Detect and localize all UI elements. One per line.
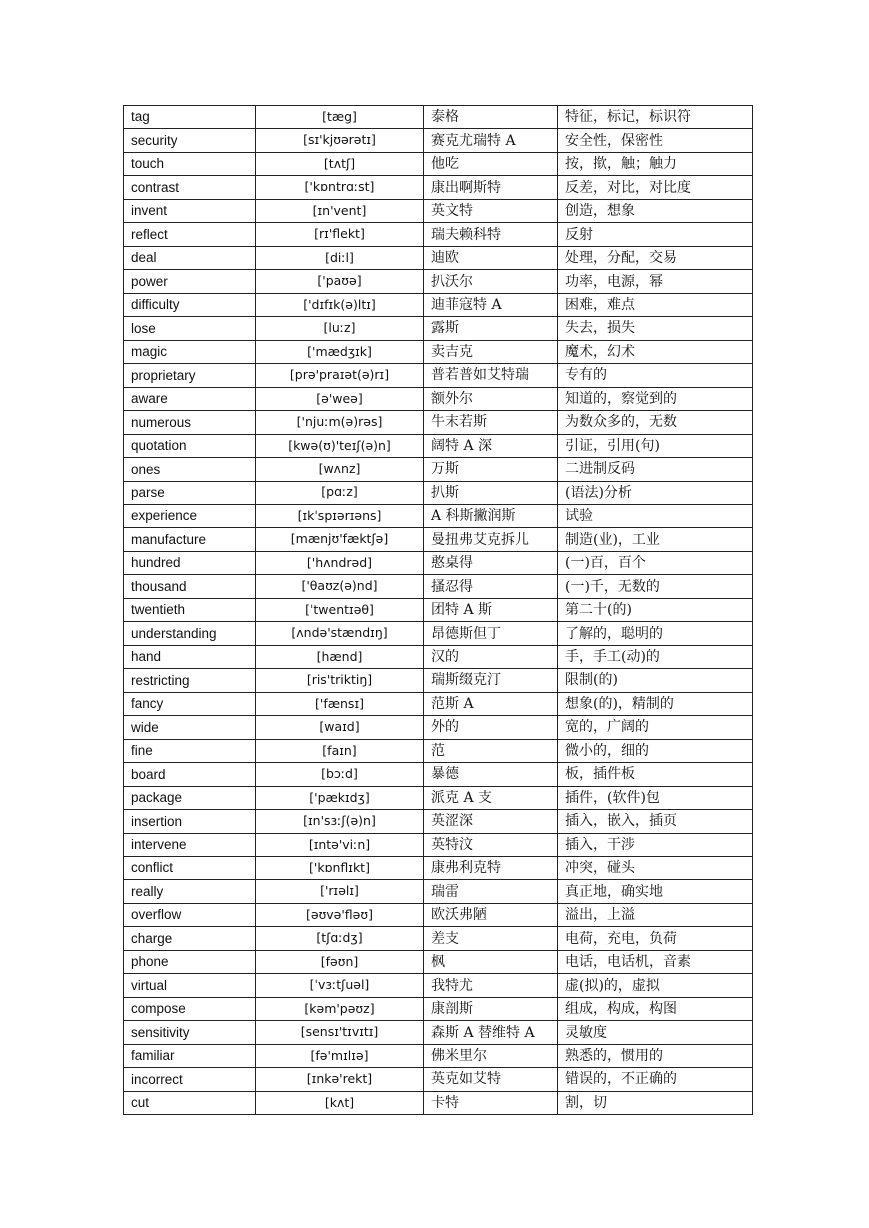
table-row: [124, 950, 753, 973]
table-row: [124, 129, 753, 152]
homophone-cell: 森斯 A 替维特 A: [424, 1021, 558, 1044]
phonetic-cell: ['pækɪdʒ]: [256, 786, 424, 809]
homophone-cell: 英涩深: [424, 810, 558, 833]
homophone-cell: 范: [424, 739, 558, 762]
table-row: [124, 364, 753, 387]
homophone-cell: 英文特: [424, 199, 558, 222]
phonetic-cell: [ris'triktiŋ]: [256, 669, 424, 692]
word-cell: package: [124, 786, 256, 809]
word-cell: restricting: [124, 669, 256, 692]
word-cell: board: [124, 763, 256, 786]
homophone-cell: 憨桌得: [424, 551, 558, 574]
homophone-cell: 外的: [424, 716, 558, 739]
word-cell: reflect: [124, 223, 256, 246]
table-row: [124, 551, 753, 574]
table-row: [124, 223, 753, 246]
meaning-cell: 真正地，确实地: [558, 880, 753, 903]
meaning-cell: 反射: [558, 223, 753, 246]
homophone-cell: 阔特 A 深: [424, 434, 558, 457]
meaning-cell: 困难，难点: [558, 293, 753, 316]
homophone-cell: 康剖斯: [424, 997, 558, 1020]
phonetic-cell: ['θaʊz(ə)nd]: [256, 575, 424, 598]
homophone-cell: 瑞雷: [424, 880, 558, 903]
table-row: [124, 645, 753, 668]
word-cell: power: [124, 270, 256, 293]
phonetic-cell: [ɪn'vent]: [256, 199, 424, 222]
homophone-cell: 卡特: [424, 1091, 558, 1114]
table-row: [124, 246, 753, 269]
phonetic-cell: [luːz]: [256, 317, 424, 340]
phonetic-cell: [faɪn]: [256, 739, 424, 762]
homophone-cell: 曼扭弗艾克拆儿: [424, 528, 558, 551]
word-cell: insertion: [124, 810, 256, 833]
vocabulary-table-body: [124, 106, 753, 1115]
phonetic-cell: ['fænsɪ]: [256, 692, 424, 715]
word-cell: difficulty: [124, 293, 256, 316]
word-cell: compose: [124, 997, 256, 1020]
homophone-cell: A 科斯撇润斯: [424, 504, 558, 527]
word-cell: twentieth: [124, 598, 256, 621]
phonetic-cell: [ə'weə]: [256, 387, 424, 410]
meaning-cell: 二进制反码: [558, 458, 753, 481]
word-cell: touch: [124, 152, 256, 175]
word-cell: experience: [124, 504, 256, 527]
meaning-cell: 特征，标记，标识符: [558, 106, 753, 129]
homophone-cell: 范斯 A: [424, 692, 558, 715]
table-row: [124, 458, 753, 481]
phonetic-cell: ['kɒnflɪkt]: [256, 857, 424, 880]
phonetic-cell: ['rɪəlɪ]: [256, 880, 424, 903]
table-row: [124, 692, 753, 715]
word-cell: parse: [124, 481, 256, 504]
meaning-cell: 灵敏度: [558, 1021, 753, 1044]
word-cell: aware: [124, 387, 256, 410]
phonetic-cell: ['paʊə]: [256, 270, 424, 293]
phonetic-cell: [kwə(ʊ)'teɪʃ(ə)n]: [256, 434, 424, 457]
meaning-cell: 熟悉的，惯用的: [558, 1044, 753, 1067]
phonetic-cell: [ɪnkə'rekt]: [256, 1068, 424, 1091]
phonetic-cell: [tʌtʃ]: [256, 152, 424, 175]
table-row: [124, 622, 753, 645]
table-row: [124, 1044, 753, 1067]
table-row: [124, 857, 753, 880]
word-cell: quotation: [124, 434, 256, 457]
meaning-cell: 为数众多的，无数: [558, 411, 753, 434]
homophone-cell: 昂德斯但丁: [424, 622, 558, 645]
word-cell: manufacture: [124, 528, 256, 551]
phonetic-cell: [wʌnz]: [256, 458, 424, 481]
homophone-cell: 迪欧: [424, 246, 558, 269]
table-row: [124, 387, 753, 410]
phonetic-cell: [ɪkˈspɪərɪəns]: [256, 504, 424, 527]
meaning-cell: 微小的，细的: [558, 739, 753, 762]
table-row: [124, 575, 753, 598]
phonetic-cell: [hænd]: [256, 645, 424, 668]
table-row: [124, 1021, 753, 1044]
table-row: [124, 786, 753, 809]
meaning-cell: (一)百，百个: [558, 551, 753, 574]
word-cell: phone: [124, 950, 256, 973]
homophone-cell: 康出啊斯特: [424, 176, 558, 199]
word-cell: thousand: [124, 575, 256, 598]
table-row: [124, 528, 753, 551]
homophone-cell: 暴德: [424, 763, 558, 786]
table-row: [124, 810, 753, 833]
word-cell: invent: [124, 199, 256, 222]
meaning-cell: 插件，(软件)包: [558, 786, 753, 809]
table-row: [124, 481, 753, 504]
table-row: [124, 317, 753, 340]
word-cell: sensitivity: [124, 1021, 256, 1044]
table-row: [124, 1091, 753, 1114]
table-row: [124, 152, 753, 175]
phonetic-cell: [bɔːd]: [256, 763, 424, 786]
meaning-cell: 功率，电源，幂: [558, 270, 753, 293]
phonetic-cell: ['kɒntrɑːst]: [256, 176, 424, 199]
word-cell: hand: [124, 645, 256, 668]
word-cell: tag: [124, 106, 256, 129]
table-row: [124, 434, 753, 457]
homophone-cell: 牛末若斯: [424, 411, 558, 434]
table-row: [124, 270, 753, 293]
phonetic-cell: [pɑːz]: [256, 481, 424, 504]
meaning-cell: 失去，损失: [558, 317, 753, 340]
meaning-cell: 割，切: [558, 1091, 753, 1114]
homophone-cell: 康弗利克特: [424, 857, 558, 880]
phonetic-cell: [ˈvɜːtʃuəl]: [256, 974, 424, 997]
meaning-cell: 电话，电话机，音素: [558, 950, 753, 973]
homophone-cell: 卖吉克: [424, 340, 558, 363]
meaning-cell: 知道的，察觉到的: [558, 387, 753, 410]
phonetic-cell: [rɪ'flekt]: [256, 223, 424, 246]
meaning-cell: 处理，分配，交易: [558, 246, 753, 269]
meaning-cell: 第二十(的): [558, 598, 753, 621]
phonetic-cell: [ɪn'sɜːʃ(ə)n]: [256, 810, 424, 833]
table-row: [124, 106, 753, 129]
homophone-cell: 汉的: [424, 645, 558, 668]
table-row: [124, 411, 753, 434]
vocabulary-table: [123, 105, 753, 1115]
meaning-cell: 反差，对比，对比度: [558, 176, 753, 199]
table-row: [124, 176, 753, 199]
phonetic-cell: [ɪntə'viːn]: [256, 833, 424, 856]
word-cell: cut: [124, 1091, 256, 1114]
meaning-cell: 插入，干涉: [558, 833, 753, 856]
word-cell: fancy: [124, 692, 256, 715]
word-cell: proprietary: [124, 364, 256, 387]
homophone-cell: 我特尤: [424, 974, 558, 997]
word-cell: understanding: [124, 622, 256, 645]
meaning-cell: 冲突，碰头: [558, 857, 753, 880]
table-row: [124, 880, 753, 903]
table-row: [124, 716, 753, 739]
phonetic-cell: [sɪ'kjʊərətɪ]: [256, 129, 424, 152]
meaning-cell: 魔术，幻术: [558, 340, 753, 363]
homophone-cell: 扒沃尔: [424, 270, 558, 293]
phonetic-cell: [ˈtwentɪəθ]: [256, 598, 424, 621]
homophone-cell: 团特 A 斯: [424, 598, 558, 621]
table-row: [124, 974, 753, 997]
meaning-cell: (一)千，无数的: [558, 575, 753, 598]
word-cell: intervene: [124, 833, 256, 856]
word-cell: deal: [124, 246, 256, 269]
table-row: [124, 598, 753, 621]
meaning-cell: 引证，引用(句): [558, 434, 753, 457]
meaning-cell: 插入，嵌入，插页: [558, 810, 753, 833]
word-cell: magic: [124, 340, 256, 363]
meaning-cell: 想象(的)，精制的: [558, 692, 753, 715]
table-row: [124, 293, 753, 316]
homophone-cell: 英特汶: [424, 833, 558, 856]
phonetic-cell: [kəm'pəʊz]: [256, 997, 424, 1020]
homophone-cell: 枫: [424, 950, 558, 973]
homophone-cell: 瑞夫赖科特: [424, 223, 558, 246]
word-cell: incorrect: [124, 1068, 256, 1091]
homophone-cell: 欧沃弗陋: [424, 903, 558, 926]
word-cell: conflict: [124, 857, 256, 880]
phonetic-cell: [tæg]: [256, 106, 424, 129]
homophone-cell: 额外尔: [424, 387, 558, 410]
homophone-cell: 瑞斯缀克汀: [424, 669, 558, 692]
meaning-cell: 专有的: [558, 364, 753, 387]
meaning-cell: 组成，构成，构图: [558, 997, 753, 1020]
word-cell: ones: [124, 458, 256, 481]
meaning-cell: 限制(的): [558, 669, 753, 692]
homophone-cell: 迪菲寇特 A: [424, 293, 558, 316]
homophone-cell: 他吃: [424, 152, 558, 175]
phonetic-cell: [əʊvə'fləʊ]: [256, 903, 424, 926]
table-row: [124, 833, 753, 856]
word-cell: hundred: [124, 551, 256, 574]
word-cell: familiar: [124, 1044, 256, 1067]
homophone-cell: 露斯: [424, 317, 558, 340]
phonetic-cell: [prə'praɪət(ə)rɪ]: [256, 364, 424, 387]
homophone-cell: 万斯: [424, 458, 558, 481]
word-cell: contrast: [124, 176, 256, 199]
word-cell: really: [124, 880, 256, 903]
meaning-cell: 虚(拟)的，虚拟: [558, 974, 753, 997]
meaning-cell: 试验: [558, 504, 753, 527]
homophone-cell: 扒斯: [424, 481, 558, 504]
meaning-cell: 宽的，广阔的: [558, 716, 753, 739]
homophone-cell: 差支: [424, 927, 558, 950]
table-row: [124, 340, 753, 363]
homophone-cell: 佛米里尔: [424, 1044, 558, 1067]
word-cell: lose: [124, 317, 256, 340]
table-row: [124, 997, 753, 1020]
homophone-cell: 搔忍得: [424, 575, 558, 598]
phonetic-cell: [diːl]: [256, 246, 424, 269]
meaning-cell: 了解的，聪明的: [558, 622, 753, 645]
meaning-cell: 手，手工(动)的: [558, 645, 753, 668]
phonetic-cell: ['dɪfɪk(ə)ltɪ]: [256, 293, 424, 316]
phonetic-cell: [kʌt]: [256, 1091, 424, 1114]
word-cell: numerous: [124, 411, 256, 434]
phonetic-cell: [fəʊn]: [256, 950, 424, 973]
word-cell: wide: [124, 716, 256, 739]
meaning-cell: (语法)分析: [558, 481, 753, 504]
table-row: [124, 1068, 753, 1091]
word-cell: charge: [124, 927, 256, 950]
homophone-cell: 泰格: [424, 106, 558, 129]
homophone-cell: 派克 A 支: [424, 786, 558, 809]
word-cell: fine: [124, 739, 256, 762]
meaning-cell: 安全性，保密性: [558, 129, 753, 152]
phonetic-cell: [fə'mɪlɪə]: [256, 1044, 424, 1067]
meaning-cell: 电荷，充电，负荷: [558, 927, 753, 950]
meaning-cell: 按，揿，触；触力: [558, 152, 753, 175]
table-row: [124, 669, 753, 692]
word-cell: overflow: [124, 903, 256, 926]
homophone-cell: 赛克尤瑞特 A: [424, 129, 558, 152]
phonetic-cell: [waɪd]: [256, 716, 424, 739]
meaning-cell: 创造，想象: [558, 199, 753, 222]
meaning-cell: 制造(业)，工业: [558, 528, 753, 551]
phonetic-cell: [mænjʊ'fæktʃə]: [256, 528, 424, 551]
meaning-cell: 溢出，上溢: [558, 903, 753, 926]
phonetic-cell: [sensɪ'tɪvɪtɪ]: [256, 1021, 424, 1044]
phonetic-cell: [ʌndə'stændɪŋ]: [256, 622, 424, 645]
phonetic-cell: ['mædʒɪk]: [256, 340, 424, 363]
table-row: [124, 927, 753, 950]
table-row: [124, 903, 753, 926]
phonetic-cell: ['hʌndrəd]: [256, 551, 424, 574]
table-row: [124, 763, 753, 786]
table-row: [124, 739, 753, 762]
word-cell: security: [124, 129, 256, 152]
phonetic-cell: [tʃɑːdʒ]: [256, 927, 424, 950]
word-cell: virtual: [124, 974, 256, 997]
homophone-cell: 普若普如艾特瑞: [424, 364, 558, 387]
meaning-cell: 板，插件板: [558, 763, 753, 786]
table-row: [124, 504, 753, 527]
phonetic-cell: ['njuːm(ə)rəs]: [256, 411, 424, 434]
meaning-cell: 错误的，不正确的: [558, 1068, 753, 1091]
homophone-cell: 英克如艾特: [424, 1068, 558, 1091]
table-row: [124, 199, 753, 222]
